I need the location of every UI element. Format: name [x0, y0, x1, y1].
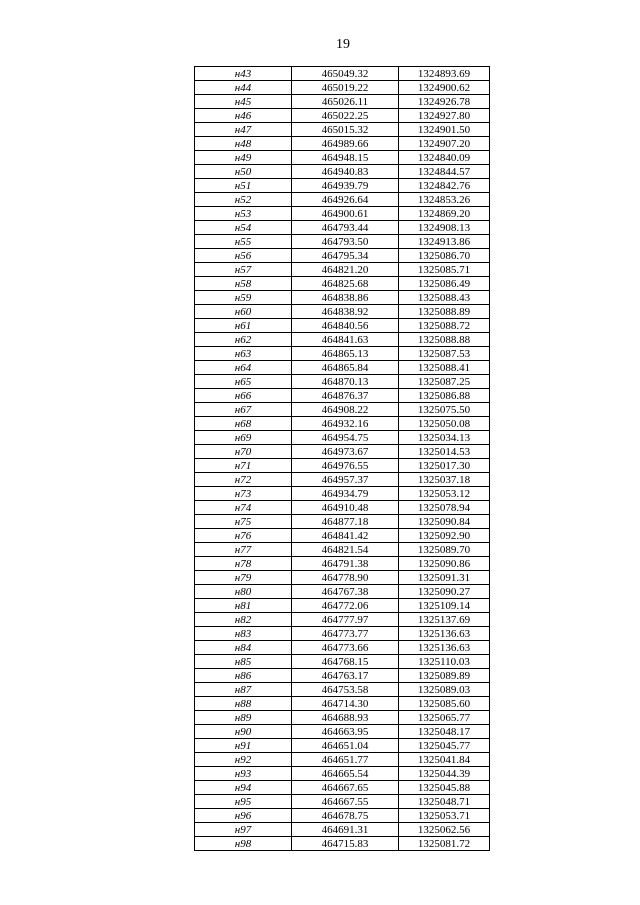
y-coordinate-cell: 1325088.88 [399, 333, 490, 347]
x-coordinate-cell: 464777.97 [292, 613, 399, 627]
x-coordinate-cell: 464795.34 [292, 249, 399, 263]
point-id-cell: н93 [195, 767, 292, 781]
table-row [195, 515, 490, 529]
y-coordinate-cell: 1325088.89 [399, 305, 490, 319]
point-id-cell: н66 [195, 389, 292, 403]
table-row [195, 389, 490, 403]
x-coordinate-cell: 464865.13 [292, 347, 399, 361]
table-row [195, 403, 490, 417]
y-coordinate-cell: 1325050.08 [399, 417, 490, 431]
x-coordinate-cell: 464778.90 [292, 571, 399, 585]
y-coordinate-cell: 1325090.84 [399, 515, 490, 529]
y-coordinate-cell: 1325062.56 [399, 823, 490, 837]
point-id-cell: н98 [195, 837, 292, 851]
table-row [195, 711, 490, 725]
point-id-cell: н90 [195, 725, 292, 739]
y-coordinate-cell: 1325081.72 [399, 837, 490, 851]
point-id-cell: н79 [195, 571, 292, 585]
y-coordinate-cell: 1325136.63 [399, 641, 490, 655]
x-coordinate-cell: 464840.56 [292, 319, 399, 333]
point-id-cell: н87 [195, 683, 292, 697]
table-row [195, 739, 490, 753]
x-coordinate-cell: 464663.95 [292, 725, 399, 739]
point-id-cell: н45 [195, 95, 292, 109]
y-coordinate-cell: 1324908.13 [399, 221, 490, 235]
x-coordinate-cell: 465049.32 [292, 67, 399, 81]
y-coordinate-cell: 1325089.89 [399, 669, 490, 683]
y-coordinate-cell: 1325078.94 [399, 501, 490, 515]
point-id-cell: н73 [195, 487, 292, 501]
x-coordinate-cell: 464665.54 [292, 767, 399, 781]
x-coordinate-cell: 464791.38 [292, 557, 399, 571]
point-id-cell: н65 [195, 375, 292, 389]
x-coordinate-cell: 464714.30 [292, 697, 399, 711]
table-row [195, 277, 490, 291]
x-coordinate-cell: 464768.15 [292, 655, 399, 669]
table-row [195, 795, 490, 809]
y-coordinate-cell: 1324844.57 [399, 165, 490, 179]
y-coordinate-cell: 1325090.27 [399, 585, 490, 599]
point-id-cell: н78 [195, 557, 292, 571]
point-id-cell: н63 [195, 347, 292, 361]
x-coordinate-cell: 464948.15 [292, 151, 399, 165]
table-row [195, 837, 490, 851]
y-coordinate-cell: 1325086.88 [399, 389, 490, 403]
y-coordinate-cell: 1325087.25 [399, 375, 490, 389]
x-coordinate-cell: 464678.75 [292, 809, 399, 823]
y-coordinate-cell: 1324907.20 [399, 137, 490, 151]
point-id-cell: н61 [195, 319, 292, 333]
table-row [195, 501, 490, 515]
x-coordinate-cell: 464900.61 [292, 207, 399, 221]
table-row [195, 571, 490, 585]
point-id-cell: н92 [195, 753, 292, 767]
point-id-cell: н58 [195, 277, 292, 291]
point-id-cell: н48 [195, 137, 292, 151]
x-coordinate-cell: 464793.44 [292, 221, 399, 235]
y-coordinate-cell: 1325053.71 [399, 809, 490, 823]
y-coordinate-cell: 1325137.69 [399, 613, 490, 627]
table-row [195, 781, 490, 795]
table-row [195, 263, 490, 277]
point-id-cell: н89 [195, 711, 292, 725]
y-coordinate-cell: 1325065.77 [399, 711, 490, 725]
y-coordinate-cell: 1325041.84 [399, 753, 490, 767]
point-id-cell: н44 [195, 81, 292, 95]
y-coordinate-cell: 1324840.09 [399, 151, 490, 165]
x-coordinate-cell: 464877.18 [292, 515, 399, 529]
table-row [195, 543, 490, 557]
y-coordinate-cell: 1324900.62 [399, 81, 490, 95]
point-id-cell: н53 [195, 207, 292, 221]
x-coordinate-cell: 464940.83 [292, 165, 399, 179]
point-id-cell: н51 [195, 179, 292, 193]
y-coordinate-cell: 1325048.17 [399, 725, 490, 739]
table-row [195, 655, 490, 669]
x-coordinate-cell: 464838.92 [292, 305, 399, 319]
x-coordinate-cell: 464773.66 [292, 641, 399, 655]
y-coordinate-cell: 1325044.39 [399, 767, 490, 781]
table-row [195, 291, 490, 305]
y-coordinate-cell: 1325087.53 [399, 347, 490, 361]
y-coordinate-cell: 1324869.20 [399, 207, 490, 221]
point-id-cell: н94 [195, 781, 292, 795]
table-row [195, 137, 490, 151]
x-coordinate-cell: 465026.11 [292, 95, 399, 109]
y-coordinate-cell: 1325092.90 [399, 529, 490, 543]
x-coordinate-cell: 464926.64 [292, 193, 399, 207]
table-row [195, 249, 490, 263]
y-coordinate-cell: 1325017.30 [399, 459, 490, 473]
y-coordinate-cell: 1325085.71 [399, 263, 490, 277]
point-id-cell: н74 [195, 501, 292, 515]
y-coordinate-cell: 1325045.77 [399, 739, 490, 753]
point-id-cell: н67 [195, 403, 292, 417]
table-row [195, 725, 490, 739]
x-coordinate-cell: 464954.75 [292, 431, 399, 445]
y-coordinate-cell: 1325109.14 [399, 599, 490, 613]
table-row [195, 683, 490, 697]
x-coordinate-cell: 464793.50 [292, 235, 399, 249]
point-id-cell: н95 [195, 795, 292, 809]
table-row [195, 235, 490, 249]
point-id-cell: н43 [195, 67, 292, 81]
y-coordinate-cell: 1324901.50 [399, 123, 490, 137]
y-coordinate-cell: 1325089.70 [399, 543, 490, 557]
table-row [195, 823, 490, 837]
table-row [195, 81, 490, 95]
table-row [195, 417, 490, 431]
point-id-cell: н77 [195, 543, 292, 557]
point-id-cell: н60 [195, 305, 292, 319]
point-id-cell: н69 [195, 431, 292, 445]
x-coordinate-cell: 464667.65 [292, 781, 399, 795]
point-id-cell: н71 [195, 459, 292, 473]
page-number: 19 [336, 37, 350, 52]
table-row [195, 305, 490, 319]
table-row [195, 627, 490, 641]
table-row [195, 67, 490, 81]
y-coordinate-cell: 1325090.86 [399, 557, 490, 571]
table-row [195, 347, 490, 361]
x-coordinate-cell: 465015.32 [292, 123, 399, 137]
x-coordinate-cell: 464773.77 [292, 627, 399, 641]
table-row [195, 375, 490, 389]
y-coordinate-cell: 1325034.13 [399, 431, 490, 445]
y-coordinate-cell: 1324842.76 [399, 179, 490, 193]
point-id-cell: н97 [195, 823, 292, 837]
point-id-cell: н70 [195, 445, 292, 459]
table-row [195, 753, 490, 767]
point-id-cell: н75 [195, 515, 292, 529]
table-row [195, 361, 490, 375]
table-row [195, 767, 490, 781]
point-id-cell: н46 [195, 109, 292, 123]
x-coordinate-cell: 464870.13 [292, 375, 399, 389]
y-coordinate-cell: 1325086.49 [399, 277, 490, 291]
table-row [195, 809, 490, 823]
point-id-cell: н84 [195, 641, 292, 655]
y-coordinate-cell: 1324853.26 [399, 193, 490, 207]
table-row [195, 459, 490, 473]
point-id-cell: н56 [195, 249, 292, 263]
x-coordinate-cell: 464934.79 [292, 487, 399, 501]
point-id-cell: н72 [195, 473, 292, 487]
x-coordinate-cell: 464667.55 [292, 795, 399, 809]
table-row [195, 95, 490, 109]
x-coordinate-cell: 465019.22 [292, 81, 399, 95]
x-coordinate-cell: 464939.79 [292, 179, 399, 193]
y-coordinate-cell: 1325075.50 [399, 403, 490, 417]
x-coordinate-cell: 464821.54 [292, 543, 399, 557]
x-coordinate-cell: 464838.86 [292, 291, 399, 305]
point-id-cell: н54 [195, 221, 292, 235]
x-coordinate-cell: 464763.17 [292, 669, 399, 683]
point-id-cell: н62 [195, 333, 292, 347]
point-id-cell: н47 [195, 123, 292, 137]
y-coordinate-cell: 1325088.43 [399, 291, 490, 305]
point-id-cell: н55 [195, 235, 292, 249]
table-row [195, 487, 490, 501]
table-row [195, 585, 490, 599]
point-id-cell: н49 [195, 151, 292, 165]
table-row [195, 193, 490, 207]
y-coordinate-cell: 1325088.41 [399, 361, 490, 375]
table-row [195, 473, 490, 487]
table-row [195, 669, 490, 683]
point-id-cell: н52 [195, 193, 292, 207]
coordinates-table-body [195, 67, 490, 851]
y-coordinate-cell: 1325136.63 [399, 627, 490, 641]
y-coordinate-cell: 1324926.78 [399, 95, 490, 109]
point-id-cell: н64 [195, 361, 292, 375]
x-coordinate-cell: 464908.22 [292, 403, 399, 417]
table-row [195, 333, 490, 347]
point-id-cell: н96 [195, 809, 292, 823]
table-row [195, 557, 490, 571]
x-coordinate-cell: 464973.67 [292, 445, 399, 459]
y-coordinate-cell: 1325053.12 [399, 487, 490, 501]
point-id-cell: н81 [195, 599, 292, 613]
y-coordinate-cell: 1325110.03 [399, 655, 490, 669]
table-row [195, 109, 490, 123]
table-row [195, 599, 490, 613]
table-row [195, 697, 490, 711]
x-coordinate-cell: 464841.42 [292, 529, 399, 543]
table-row [195, 529, 490, 543]
x-coordinate-cell: 464932.16 [292, 417, 399, 431]
table-row [195, 123, 490, 137]
x-coordinate-cell: 464910.48 [292, 501, 399, 515]
x-coordinate-cell: 464957.37 [292, 473, 399, 487]
point-id-cell: н91 [195, 739, 292, 753]
table-row [195, 207, 490, 221]
x-coordinate-cell: 464989.66 [292, 137, 399, 151]
table-row [195, 165, 490, 179]
table-row [195, 319, 490, 333]
y-coordinate-cell: 1324913.86 [399, 235, 490, 249]
y-coordinate-cell: 1325014.53 [399, 445, 490, 459]
table-row [195, 431, 490, 445]
y-coordinate-cell: 1325085.60 [399, 697, 490, 711]
point-id-cell: н85 [195, 655, 292, 669]
x-coordinate-cell: 464841.63 [292, 333, 399, 347]
y-coordinate-cell: 1325048.71 [399, 795, 490, 809]
point-id-cell: н57 [195, 263, 292, 277]
point-id-cell: н80 [195, 585, 292, 599]
point-id-cell: н68 [195, 417, 292, 431]
y-coordinate-cell: 1325089.03 [399, 683, 490, 697]
point-id-cell: н86 [195, 669, 292, 683]
table-row [195, 221, 490, 235]
x-coordinate-cell: 464865.84 [292, 361, 399, 375]
x-coordinate-cell: 464821.20 [292, 263, 399, 277]
y-coordinate-cell: 1324927.80 [399, 109, 490, 123]
point-id-cell: н82 [195, 613, 292, 627]
x-coordinate-cell: 464767.38 [292, 585, 399, 599]
x-coordinate-cell: 464651.77 [292, 753, 399, 767]
point-id-cell: н59 [195, 291, 292, 305]
x-coordinate-cell: 464688.93 [292, 711, 399, 725]
point-id-cell: н83 [195, 627, 292, 641]
y-coordinate-cell: 1325088.72 [399, 319, 490, 333]
point-id-cell: н76 [195, 529, 292, 543]
table-row [195, 179, 490, 193]
coordinates-table [194, 66, 490, 851]
x-coordinate-cell: 465022.25 [292, 109, 399, 123]
table-row [195, 151, 490, 165]
table-row [195, 445, 490, 459]
x-coordinate-cell: 464691.31 [292, 823, 399, 837]
table-row [195, 613, 490, 627]
table-row [195, 641, 490, 655]
y-coordinate-cell: 1325045.88 [399, 781, 490, 795]
point-id-cell: н88 [195, 697, 292, 711]
y-coordinate-cell: 1325091.31 [399, 571, 490, 585]
x-coordinate-cell: 464715.83 [292, 837, 399, 851]
x-coordinate-cell: 464876.37 [292, 389, 399, 403]
y-coordinate-cell: 1325037.18 [399, 473, 490, 487]
x-coordinate-cell: 464772.06 [292, 599, 399, 613]
y-coordinate-cell: 1324893.69 [399, 67, 490, 81]
x-coordinate-cell: 464976.55 [292, 459, 399, 473]
y-coordinate-cell: 1325086.70 [399, 249, 490, 263]
x-coordinate-cell: 464825.68 [292, 277, 399, 291]
x-coordinate-cell: 464651.04 [292, 739, 399, 753]
x-coordinate-cell: 464753.58 [292, 683, 399, 697]
point-id-cell: н50 [195, 165, 292, 179]
